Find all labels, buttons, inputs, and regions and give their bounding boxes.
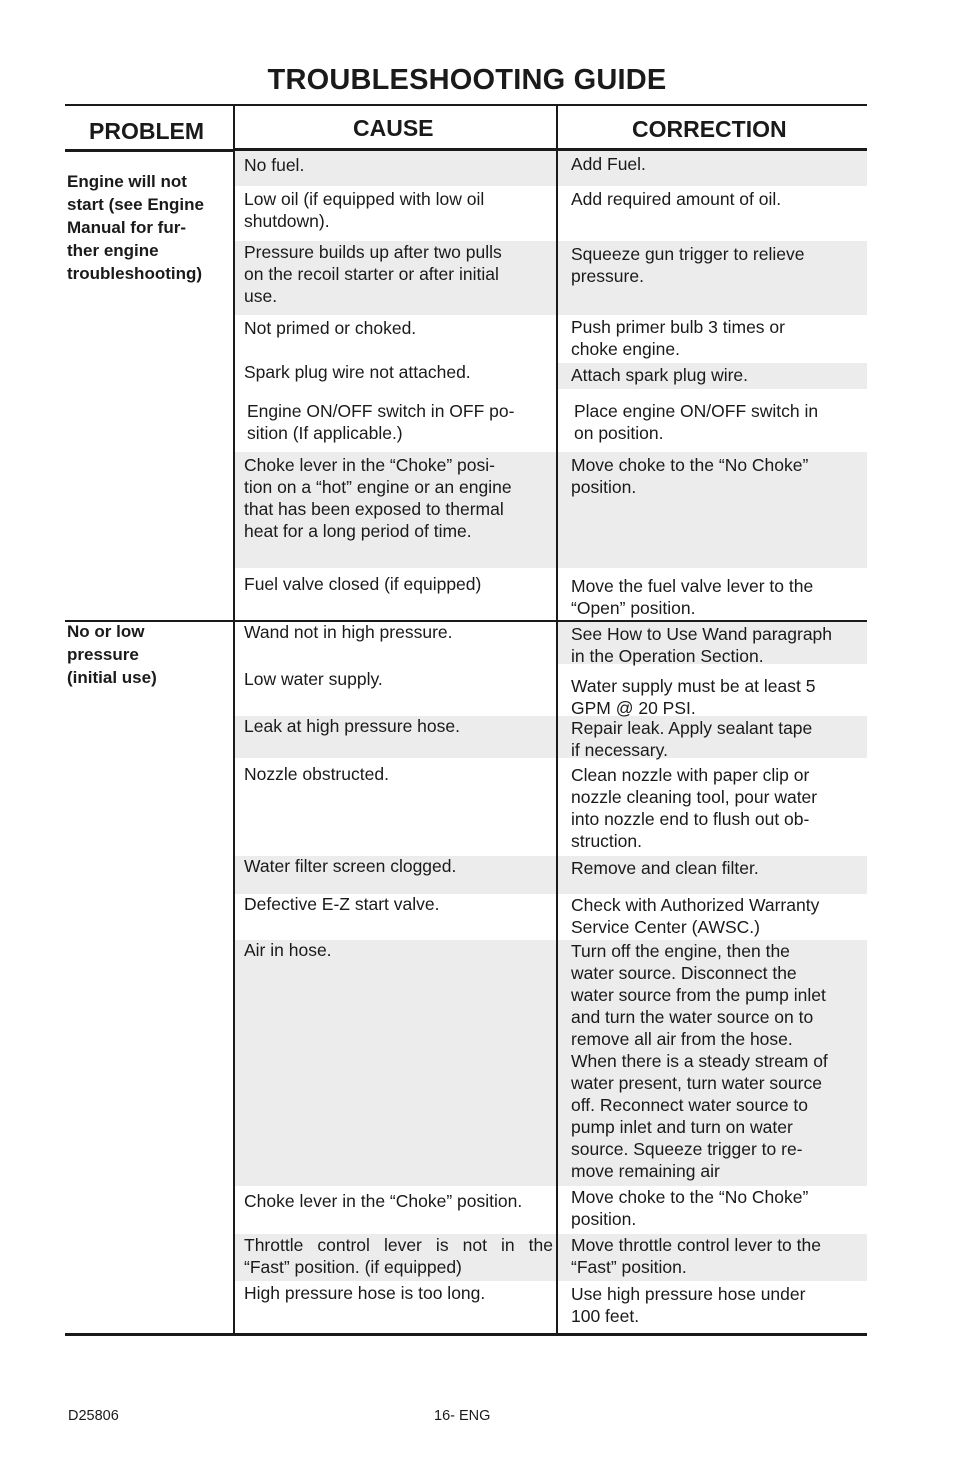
table-top-rule — [65, 104, 867, 106]
text-line: Wand not in high pressure. — [244, 622, 453, 642]
text-line: that has been exposed to thermal — [244, 499, 504, 519]
correction-cell — [571, 243, 867, 287]
problem-header-rule — [65, 149, 233, 152]
correction-header: CORRECTION — [632, 116, 787, 142]
correction-cell — [571, 894, 867, 938]
cause-cell — [244, 154, 556, 176]
text-line: tion on a “hot” engine or an engine — [244, 477, 512, 497]
text-line: and turn the water source on to — [571, 1007, 814, 1027]
text-line: Check with Authorized Warranty — [571, 895, 820, 915]
text-line: Squeeze gun trigger to relieve — [571, 244, 805, 264]
text-line: use. — [244, 286, 278, 306]
text-line: water source. Disconnect the — [571, 963, 797, 983]
correction-cell — [571, 188, 867, 210]
cause-cell — [244, 1234, 553, 1278]
text-line: No or low — [67, 622, 145, 641]
cause-cell — [244, 939, 556, 961]
text-line: When there is a steady stream of — [571, 1051, 828, 1071]
cause-cell — [244, 573, 556, 595]
correction-cell — [571, 1186, 867, 1230]
text-line: Nozzle obstructed. — [244, 764, 389, 784]
text-line: “Fast” position. — [571, 1257, 687, 1277]
text-line: pressure. — [571, 266, 644, 286]
text-line: GPM @ 20 PSI. — [571, 698, 696, 718]
correction-cell — [571, 454, 867, 498]
troubleshooting-table — [65, 104, 867, 1336]
cause-correction-header-rule — [235, 148, 867, 151]
text-line: off. Reconnect water source to — [571, 1095, 809, 1115]
text-line: troubleshooting) — [67, 264, 203, 283]
cause-cell — [244, 621, 556, 643]
text-line: Choke lever in the “Choke” position. — [244, 1191, 523, 1211]
cause-header: CAUSE — [353, 115, 434, 141]
text-line: remove all air from the hose. — [571, 1029, 793, 1049]
cause-cell — [244, 668, 556, 690]
text-line: Throttle control lever is not in the — [244, 1235, 553, 1255]
text-line: Fuel valve closed (if equipped) — [244, 574, 482, 594]
correction-cell — [571, 153, 867, 175]
correction-cell — [571, 940, 867, 1182]
correction-cell — [571, 575, 867, 619]
text-line: “Open” position. — [571, 598, 696, 618]
text-line: Place engine ON/OFF switch in — [574, 401, 819, 421]
table-bottom-rule — [65, 1333, 867, 1336]
text-line: move remaining air — [571, 1161, 720, 1181]
text-line: Move throttle control lever to the — [571, 1235, 821, 1255]
text-line: Leak at high pressure hose. — [244, 716, 460, 736]
row-shading — [235, 940, 556, 1186]
text-line: Add required amount of oil. — [571, 189, 782, 209]
text-line: Clean nozzle with paper clip or — [571, 765, 810, 785]
text-line: 100 feet. — [571, 1306, 640, 1326]
text-line: Water supply must be at least 5 — [571, 676, 816, 696]
text-line: Air in hose. — [244, 940, 332, 960]
text-line: (initial use) — [67, 668, 157, 687]
text-line: Engine ON/OFF switch in OFF po- — [247, 401, 515, 421]
correction-cell — [571, 316, 867, 360]
text-line: into nozzle end to flush out ob- — [571, 809, 810, 829]
text-line: Pressure builds up after two pulls — [244, 242, 502, 262]
problem-cell — [67, 620, 227, 689]
text-line: Service Center (AWSC.) — [571, 917, 760, 937]
text-line: Low water supply. — [244, 669, 383, 689]
text-line: in the Operation Section. — [571, 646, 764, 666]
cause-cell — [244, 855, 556, 877]
text-line: No fuel. — [244, 155, 305, 175]
text-line: Move choke to the “No Choke” — [571, 455, 809, 475]
text-line: “Fast” position. (if equipped) — [244, 1257, 462, 1277]
text-line: Add Fuel. — [571, 154, 646, 174]
correction-cell — [574, 400, 870, 444]
text-line: Not primed or choked. — [244, 318, 417, 338]
text-line: Low oil (if equipped with low oil — [244, 189, 485, 209]
text-line: Push primer bulb 3 times or — [571, 317, 785, 337]
text-line: Repair leak. Apply sealant tape — [571, 718, 813, 738]
text-line: Choke lever in the “Choke” posi- — [244, 455, 495, 475]
correction-cell — [571, 857, 867, 879]
text-line: Move choke to the “No Choke” — [571, 1187, 809, 1207]
text-line: Defective E-Z start valve. — [244, 894, 440, 914]
cause-cell — [247, 400, 559, 444]
cause-cell — [244, 241, 556, 307]
text-line: struction. — [571, 831, 642, 851]
cause-cell — [244, 317, 556, 339]
text-line: pump inlet and turn on water — [571, 1117, 793, 1137]
text-line: Move the fuel valve lever to the — [571, 576, 814, 596]
text-line: position. — [571, 477, 637, 497]
text-line: shutdown). — [244, 211, 330, 231]
text-line: Use high pressure hose under — [571, 1284, 806, 1304]
problem-header: PROBLEM — [89, 118, 204, 144]
text-line: pressure — [67, 645, 139, 664]
page-title: TROUBLESHOOTING GUIDE — [267, 64, 667, 96]
correction-cell — [571, 717, 867, 761]
cause-cell — [244, 763, 556, 785]
correction-cell — [571, 764, 867, 852]
column-divider-left — [233, 104, 235, 1336]
cause-cell — [244, 1282, 556, 1304]
cause-cell — [244, 893, 556, 915]
cause-cell — [244, 361, 556, 383]
cause-cell — [244, 1190, 556, 1212]
text-line: See How to Use Wand paragraph — [571, 624, 833, 644]
text-line: Remove and clean filter. — [571, 858, 759, 878]
correction-cell — [571, 623, 867, 667]
text-line: heat for a long period of time. — [244, 521, 472, 541]
text-line: start (see Engine — [67, 195, 204, 214]
text-line: water present, turn water source — [571, 1073, 822, 1093]
cause-cell — [244, 454, 556, 542]
text-line: High pressure hose is too long. — [244, 1283, 486, 1303]
text-line: nozzle cleaning tool, pour water — [571, 787, 818, 807]
text-line: Engine will not — [67, 172, 187, 191]
cause-cell — [244, 188, 556, 232]
correction-cell — [571, 675, 867, 719]
text-line: Water filter screen clogged. — [244, 856, 457, 876]
text-line: position. — [571, 1209, 637, 1229]
correction-cell — [571, 1283, 867, 1327]
page-number: 16- ENG — [434, 1408, 491, 1424]
text-line: Manual for fur- — [67, 218, 186, 237]
text-line: on the recoil starter or after initial — [244, 264, 499, 284]
document-number: D25806 — [68, 1408, 119, 1424]
text-line: water source from the pump inlet — [571, 985, 826, 1005]
text-line: choke engine. — [571, 339, 680, 359]
correction-cell — [571, 1234, 867, 1278]
text-line: sition (If applicable.) — [247, 423, 403, 443]
text-line: ther engine — [67, 241, 159, 260]
text-line: Spark plug wire not attached. — [244, 362, 471, 382]
correction-cell — [571, 364, 867, 386]
text-line: source. Squeeze trigger to re- — [571, 1139, 803, 1159]
problem-cell — [67, 170, 227, 285]
cause-cell — [244, 715, 556, 737]
text-line: Turn off the engine, then the — [571, 941, 790, 961]
column-divider-right — [556, 104, 558, 1336]
text-line: on position. — [574, 423, 664, 443]
text-line: if necessary. — [571, 740, 668, 760]
text-line: Attach spark plug wire. — [571, 365, 749, 385]
